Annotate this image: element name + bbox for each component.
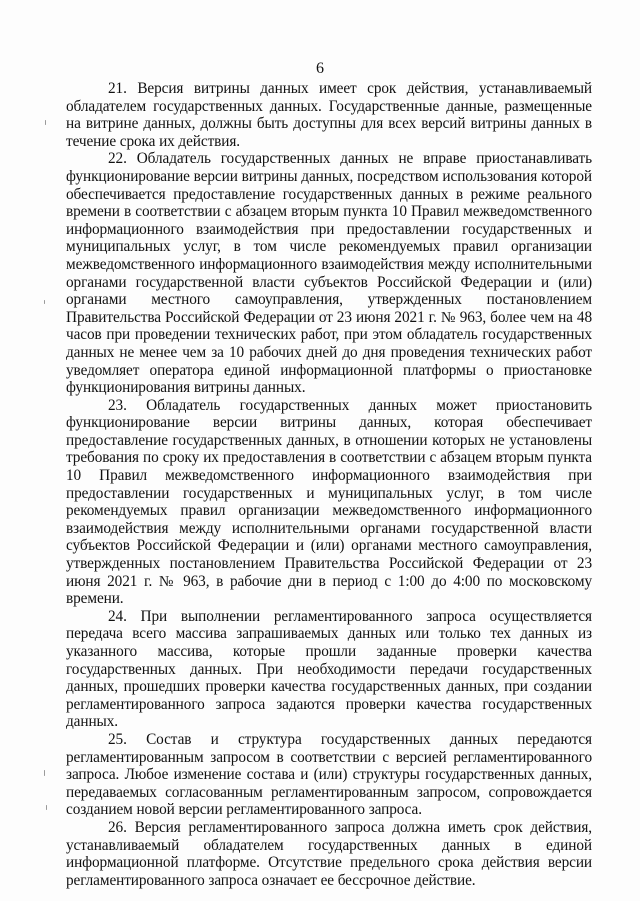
paragraph-26: 26. Версия регламентированного запроса должна иметь срок действия, устанавливаемый обладателем государственных данных в единой информационной платформе. Отсутствие предельного срока действия версии регламентированного запроса означает ее бессрочное действие. <box>66 818 592 889</box>
scan-artifact <box>45 120 46 125</box>
page-number: 6 <box>316 60 324 77</box>
paragraph-24: 24. При выполнении регламентированного запроса осуществляется передача всего массива запрашиваемых данных или только тех данных из указанного массива, которые прошли заданные проверки качества государственных данных. При необходимости передачи государственных данных, прошедших проверки качества государственных данных, при создании регламентированного запроса задаются проверки качества государственных данных. <box>66 607 592 731</box>
paragraph-23: 23. Обладатель государственных данных может приостановить функционирование версии витрины данных, которая обеспечивает предоставление государственных данных, в отношении которых не установлены требования по сроку их предоставления в соответствии с абзацем вторым пункта 10 Правил межведомственного информационного взаимодействия при предоставлении государственных и муниципальных услуг, в том числе рекомендуемых правил организации межведомственного информационного взаимодействия между исполнительными органами государственной власти субъектов Российской Федерации и (или) органами местного самоуправления, утвержденных постановлением Правительства Российской Федерации от 23 июня 2021 г. № 963, в рабочие дни в период с 1:00 до 4:00 по московскому времени. <box>66 396 592 608</box>
paragraph-22: 22. Обладатель государственных данных не вправе приостанавливать функционирование версии витрины данных, посредством использования которой обеспечивается предоставление государственных данных в режиме реального времени в соответствии с абзацем вторым пункта 10 Правил межведомственного информационного взаимодействия при предоставлении государственных и муниципальных услуг, в том числе рекомендуемых правил организации межведомственного информационного взаимодействия между исполнительными органами государственной власти субъектов Российской Федерации и (или) органами местного самоуправления, утвержденных постановлением Правительства Российской Федерации от 23 июня 2021 г. № 963, более чем на 48 часов при проведении технических работ, при этом обладатель государственных данных не менее чем за 10 рабочих дней до дня проведения технических работ уведомляет оператора единой информационной платформы о приостановке функционирования витрины данных. <box>66 150 592 397</box>
scan-artifact <box>46 805 47 810</box>
scan-artifact <box>44 770 45 776</box>
document-body <box>66 80 592 889</box>
scan-artifact <box>44 300 45 304</box>
paragraph-25: 25. Состав и структура государственных данных передаются регламентированным запросом в соответствии с версией регламентированного запроса. Любое изменение состава и (или) структуры государственных данных, передаваемых согласованным регламентированным запросом, сопровождается созданием новой версии регламентированного запроса. <box>66 730 592 819</box>
paragraph-21: 21. Версия витрины данных имеет срок действия, устанавливаемый обладателем государственных данных. Государственные данные, размещенные на витрине данных, должны быть доступны для всех версий витрины данных в течение срока их действия. <box>66 80 592 150</box>
